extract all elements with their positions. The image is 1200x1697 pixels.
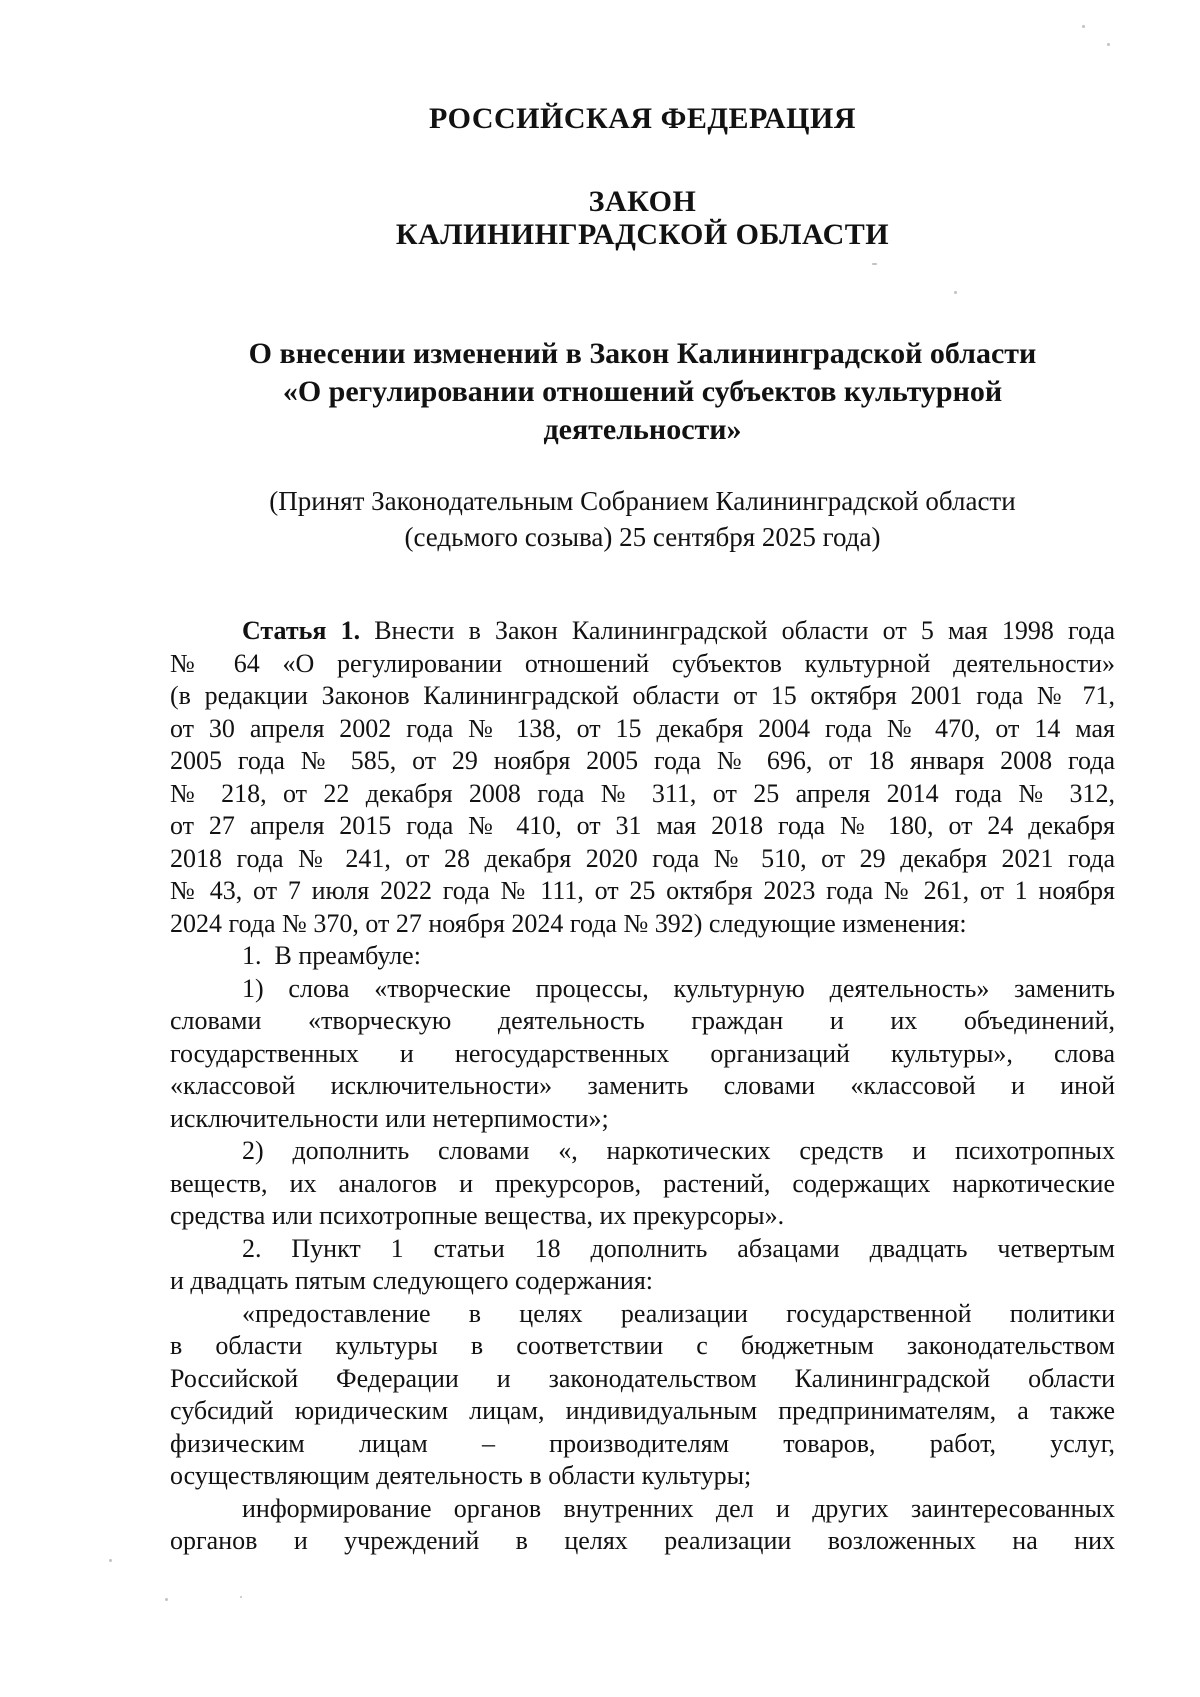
law-title-line: О внесении изменений в Закон Калининградской области xyxy=(248,337,1037,370)
body-line: 1. В преамбуле: xyxy=(242,941,421,970)
doc-type-line: ЗАКОН xyxy=(588,185,697,218)
body-paragraph xyxy=(170,973,1115,1136)
body-line: 2005 года № 585, от 29 ноября 2005 года № 696, от 18 января 2008 года xyxy=(170,746,1115,775)
body-line: и двадцать пятым следующего содержания: xyxy=(170,1266,654,1295)
adoption-line: (седьмого созыва) 25 сентября 2025 года) xyxy=(404,522,881,552)
law-title-line: деятельности» xyxy=(543,413,742,446)
scan-speck xyxy=(240,1596,242,1598)
body-line: Российской Федерации и законодательством Калининградской области xyxy=(170,1363,1115,1393)
body-paragraph xyxy=(170,1298,1115,1493)
body-line: словами «творческую деятельность граждан и их объединений, xyxy=(170,1006,1115,1035)
law-title-line: «О регулировании отношений субъектов культурной xyxy=(282,375,1003,408)
body-line: (в редакции Законов Калининградской области от 15 октября 2001 года № 71, xyxy=(170,681,1115,710)
scan-speck xyxy=(1107,43,1110,46)
body-line: № 43, от 7 июля 2022 года № 111, от 25 октября 2023 года № 261, от 1 ноября xyxy=(170,876,1115,905)
scan-speck xyxy=(954,291,957,294)
body-line: «классовой исключительности» заменить словами «классовой и иной xyxy=(170,1071,1115,1100)
body-line: исключительности или нетерпимости»; xyxy=(170,1103,609,1133)
body-line: органов и учреждений в целях реализации возложенных на них xyxy=(170,1526,1115,1555)
body-line: от 27 апреля 2015 года № 410, от 31 мая 2018 года № 180, от 24 декабря xyxy=(170,811,1115,840)
body-line: субсидий юридическим лицам, индивидуальным предпринимателям, а также xyxy=(170,1396,1115,1425)
body-line: 2018 года № 241, от 28 декабря 2020 года № 510, от 29 декабря 2021 года xyxy=(170,843,1115,873)
doc-type-line: КАЛИНИНГРАДСКОЙ ОБЛАСТИ xyxy=(395,218,890,251)
scan-speck xyxy=(1082,25,1085,28)
body-paragraph xyxy=(170,1233,1115,1298)
body-line: информирование органов внутренних дел и других заинтересованных xyxy=(242,1493,1115,1523)
body-line: 2) дополнить словами «, наркотических средств и психотропных xyxy=(242,1136,1115,1165)
body-line: 1) слова «творческие процессы, культурную деятельность» заменить xyxy=(242,973,1115,1003)
body-line: Статья 1. Внести в Закон Калининградской области от 5 мая 1998 года xyxy=(242,616,1116,645)
scan-speck xyxy=(109,1559,112,1562)
body-paragraph xyxy=(170,615,1115,940)
body-line: осуществляющим деятельность в области культуры; xyxy=(170,1461,752,1490)
body-line: 2. Пункт 1 статьи 18 дополнить абзацами двадцать четвертым xyxy=(242,1233,1115,1263)
document-content xyxy=(170,0,1115,1558)
body-paragraph xyxy=(170,1493,1115,1558)
body-line: от 30 апреля 2002 года № 138, от 15 декабря 2004 года № 470, от 14 мая xyxy=(170,713,1115,743)
body-line: № 218, от 22 декабря 2008 года № 311, от 25 апреля 2014 года № 312, xyxy=(170,778,1115,808)
body-line: физическим лицам – производителям товаров, работ, услуг, xyxy=(170,1428,1115,1458)
body-paragraph xyxy=(170,940,1115,973)
adoption-note xyxy=(170,483,1115,555)
body-line: средства или психотропные вещества, их прекурсоры». xyxy=(170,1201,785,1230)
body-line: веществ, их аналогов и прекурсоров, растений, содержащих наркотические xyxy=(170,1168,1115,1198)
body-paragraph xyxy=(170,1135,1115,1233)
scan-speck xyxy=(165,1598,168,1601)
body-line: в области культуры в соответствии с бюджетным законодательством xyxy=(170,1331,1115,1360)
law-title xyxy=(170,335,1115,449)
law-body xyxy=(170,615,1115,1558)
body-line: «предоставление в целях реализации государственной политики xyxy=(242,1298,1115,1328)
doc-type-heading xyxy=(170,185,1115,251)
body-line: государственных и негосударственных организаций культуры», слова xyxy=(170,1038,1115,1068)
country-heading: РОССИЙСКАЯ ФЕДЕРАЦИЯ xyxy=(428,102,856,135)
body-line: № 64 «О регулировании отношений субъектов культурной деятельности» xyxy=(170,648,1115,678)
scan-speck xyxy=(872,263,877,265)
body-line: 2024 года № 370, от 27 ноября 2024 года № 392) следующие изменения: xyxy=(170,908,967,938)
adoption-line: (Принят Законодательным Собранием Калининградской области xyxy=(269,486,1016,516)
